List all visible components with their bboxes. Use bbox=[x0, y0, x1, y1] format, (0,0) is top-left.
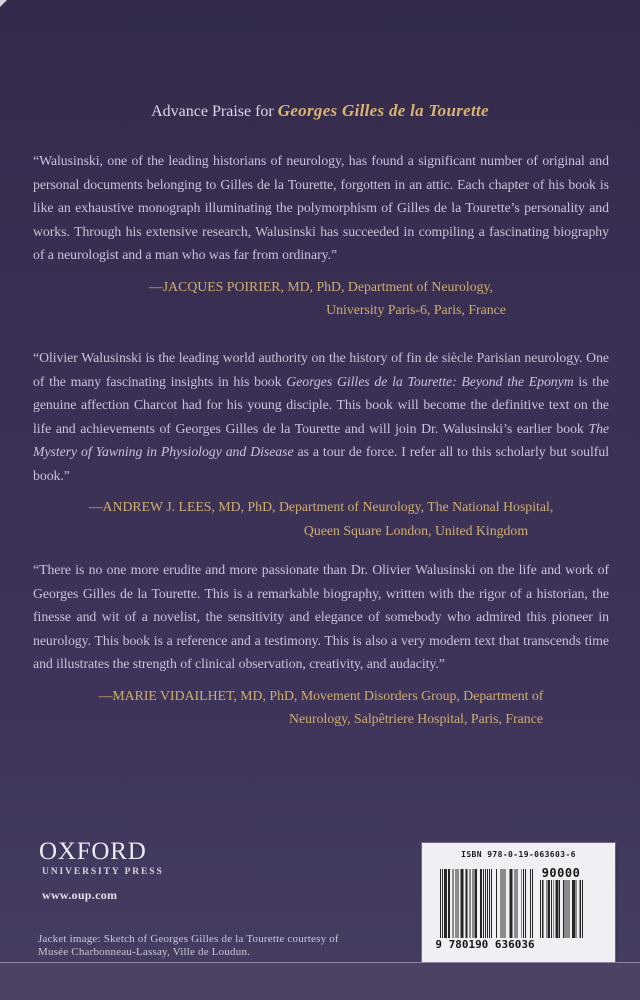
book-title: Georges Gilles de la Tourette bbox=[277, 101, 489, 120]
isbn-label: ISBN 978-0-19-063603-6 bbox=[461, 850, 576, 859]
quote-block-3 bbox=[33, 558, 609, 731]
ean5-addon-barcode-icon bbox=[539, 880, 583, 938]
scan-corner-artifact bbox=[0, 0, 7, 7]
attribution-1 bbox=[33, 275, 609, 322]
oxford-imprint-label: UNIVERSITY PRESS bbox=[42, 867, 164, 877]
quote-2-text: “Olivier Walusinski is the leading world authority on the history of fin de siècle Parisian neurology. One of the many fascinating insights in his book Georges Gilles de la Tourette: Beyond the Eponym is the genuine affection Charcot had for his young disciple. This book will become the definitive text on the life and achievements of Georges Gilles de la Tourette and will join Dr. Walusinski’s earlier book The Mystery of Yawning in Physiology and Disease as a tour de force. I refer all to this scholarly but soulful book.” bbox=[33, 350, 610, 483]
jacket-credit-line1: Jacket image: Sketch of Georges Gilles de la Tourette courtesy of bbox=[38, 933, 339, 945]
attribution-3-line1: —MARIE VIDAILHET, MD, PhD, Movement Disorders Group, Department of bbox=[98, 687, 544, 703]
attribution-2 bbox=[33, 495, 609, 542]
jacket-fold-strip bbox=[0, 962, 640, 1000]
attribution-3 bbox=[33, 684, 609, 731]
quote-3-text: “There is no one more erudite and more passionate than Dr. Olivier Walusinski on the life and work of Georges Gilles de la Tourette. This is a remarkable biography, written with the rigor of a historian, the finesse and wit of a novelist, the sensitivity and elegance of somebody who admired this pioneer in neurology. This book is a reference and a testimony. This is also a very modern text that transcends time and illustrates the strength of clinical observation, creativity, and audacity.” bbox=[33, 562, 609, 671]
attribution-1-line1: —JACQUES POIRIER, MD, PhD, Department of Neurology, bbox=[148, 278, 493, 294]
jacket-credit bbox=[38, 933, 339, 959]
attribution-2-line2: Queen Square London, United Kingdom bbox=[303, 522, 529, 538]
attribution-1-line2: University Paris-6, Paris, France bbox=[326, 302, 506, 317]
barcode-panel bbox=[422, 843, 615, 962]
ean13-digits: 9 780190 636036 bbox=[435, 938, 535, 951]
attribution-2-line1: —ANDREW J. LEES, MD, PhD, Department of Neurology, The National Hospital, bbox=[88, 499, 554, 514]
attribution-3-line2: Neurology, Salpêtriere Hospital, Paris, France bbox=[289, 711, 543, 726]
jacket-credit-line2: Musée Charbonneau-Lassay, Ville de Loudun. bbox=[38, 946, 251, 958]
barcode-addon-digits: 90000 bbox=[536, 866, 586, 880]
oxford-logo-wordmark: OXFORD bbox=[39, 838, 147, 865]
quote-block-1 bbox=[33, 149, 609, 322]
praise-prefix: Advance Praise for bbox=[151, 103, 278, 120]
quote-block-2 bbox=[33, 346, 609, 542]
quote-1-text: “Walusinski, one of the leading historians of neurology, has found a significant number of original and personal documents belonging to Gilles de la Tourette, forgotten in an attic. Each chapter of his book is like an exhaustive monograph illuminating the polymorphism of Gilles de la Tourette’s personality and works. Through his extensive research, Walusinski has succeeded in compiling a fascinating biography of a neurologist and a man who was far from ordinary.” bbox=[33, 153, 609, 262]
praise-header bbox=[0, 101, 640, 121]
ean13-barcode-icon bbox=[440, 869, 533, 938]
publisher-website: www.oup.com bbox=[42, 888, 118, 902]
